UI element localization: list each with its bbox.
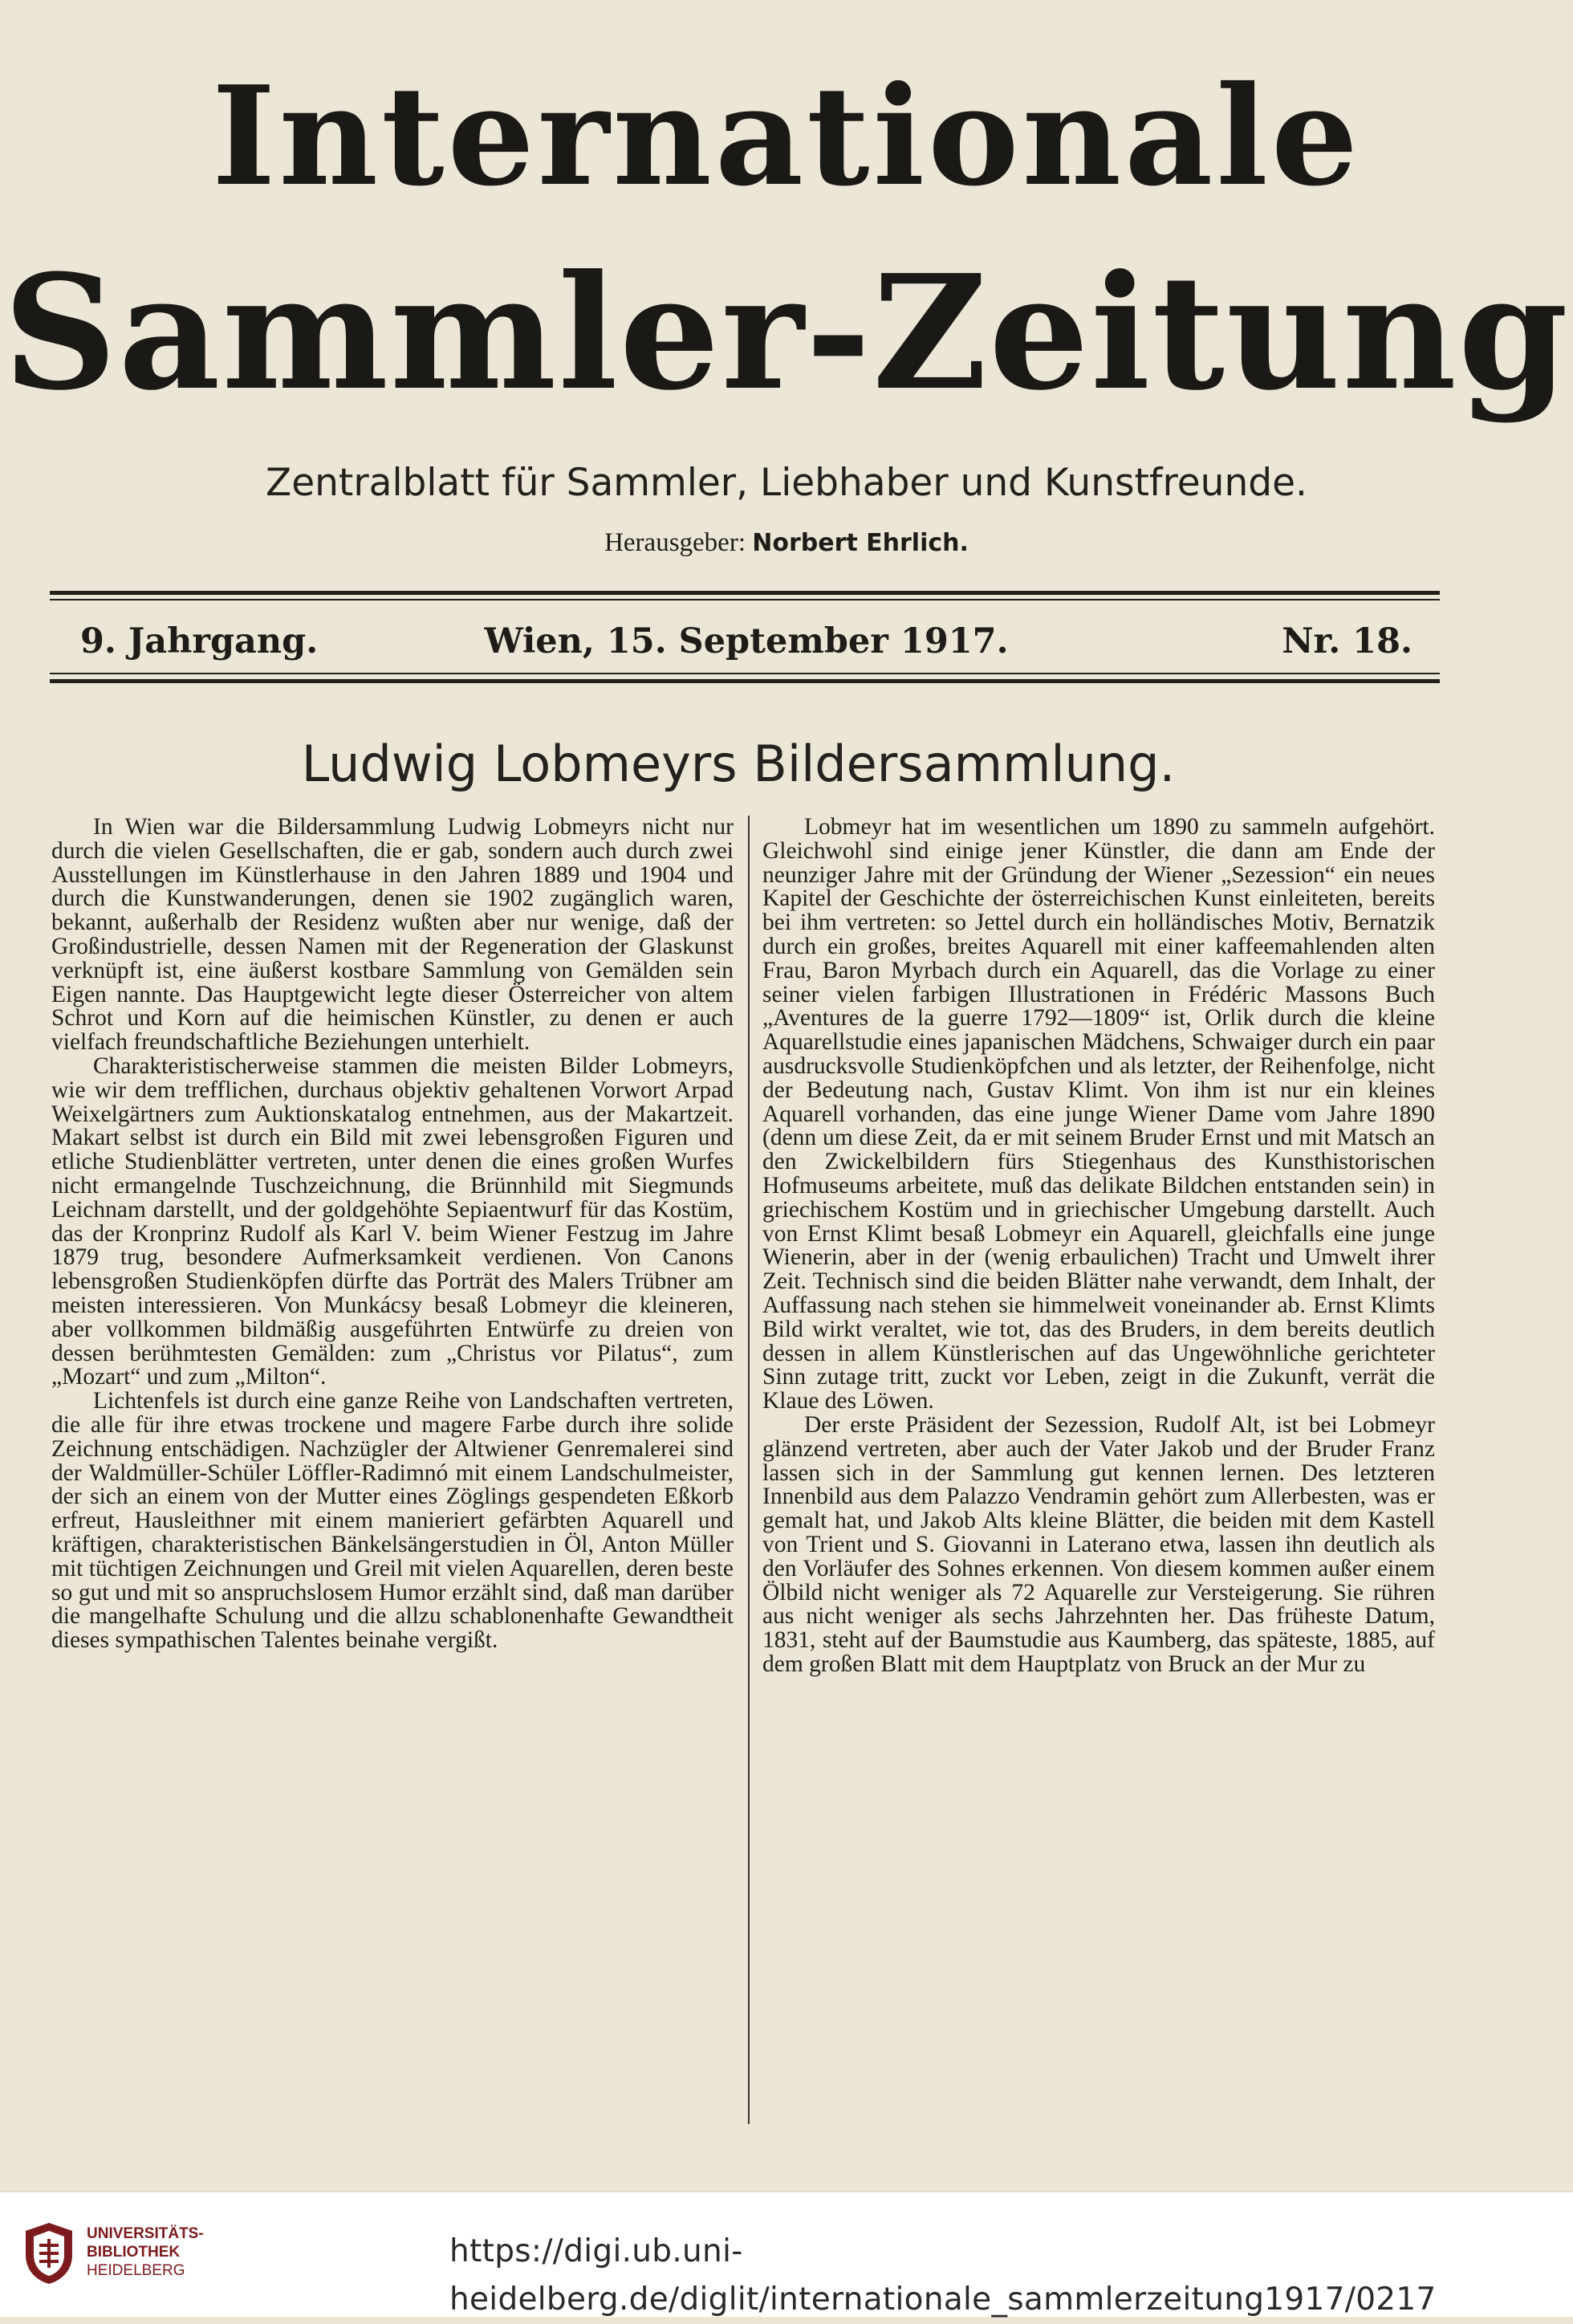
paragraph: Charakteristischerweise stammen die meisten Bilder Lobmeyrs, wie wir dem trefflichen, durchaus objektiv gehaltenen Vorwort Arpad Weixelgärtners zum Auktionskatalog entnehmen, aus der Makartzeit. Makart selbst ist durch ein Bild mit zwei lebensgroßen Figuren und etliche Studienblätter vertreten, unter denen die eines großen Wurfes nicht ermangelnde Tuschzeichnung, die Brünnhild mit Siegmunds Leichnam darstellt, und der goldgehöhte Sepiaentwurf für das Kostüm, das der Kronprinz Rudolf als Karl V. beim Wiener Festzug im Jahre 1879 trug, besondere Aufmerksamkeit verdienen. Von Canons lebensgroßen Studienköpfen dürfte das Porträt des Malers Trübner am meisten interessieren. Von Munkácsy besaß Lobmeyr die kleineren, aber vollkommen bildmäßig ausgeführten Entwürfe zu dreien von dessen berühmtesten Gemälden: zum „Christus vor Pilatus“, zum „Mozart“ und zum „Milton“. [51, 1052, 734, 1390]
paragraph: Lobmeyr hat im wesentlichen um 1890 zu sammeln aufgehört. Gleichwohl sind einige jener Künstler, die dann am Ende der neunziger Jahre mit der Gründung der Wiener „Sezession“ ein neues Kapitel der Geschichte der österreichischen Kunst einleiteten, bereits bei ihm vertreten: so Jettel durch ein holländisches Motiv, Bernatzik durch ein großes, breites Aquarell mit einer kaffeemahlenden alten Frau, Baron Myrbach durch ein Aquarell, das die Vorlage zu einer seiner vielen farbigen Illustrationen in Frédéric Massons Buch „Aventures de la guerre 1792—1809“ ist, Orlik durch die kleine Aquarellstudie eines japanischen Mädchens, Schwaiger durch ein paar ausdrucksvolle Studienköpfchen und als letzter, der Reihenfolge, nicht der Bedeutung nach, Gustav Klimt. Von ihm ist nur ein kleines Aquarell vorhanden, das eine junge Wiener Dame vom Jahre 1890 (denn um diese Zeit, da er mit seinem Bruder Ernst und mit Matsch an den Zwickelbildern fürs Stiegenhaus des Kunsthistorischen Hofmuseums arbeitete, muß das delikate Bildchen entstanden sein) in griechischem Kostüm und in griechischer Umgebung darstellt. Auch von Ernst Klimt besaß Lobmeyr ein Aquarell, gleichfalls eine junge Wienerin, aber in der (wenig erbaulichen) Tracht und Umwelt ihrer Zeit. Technisch sind die beiden Blätter nahe verwandt, dem Inhalt, der Auffassung nach stehen sie himmelweit voneinander ab. Ernst Klimts Bild wirkt veraltet, wie tot, das des Bruders, in dem bereits deutlich dessen in allem Künstlerischen auf das Ungewöhnliche gerichteter Sinn zutage tritt, zuckt vor Leben, zeigt in die Zukunft, verrät die Klaue des Löwen. [762, 814, 1435, 1414]
editor-name: Norbert Ehrlich. [752, 529, 969, 557]
issue-volume: 9. Jahrgang. [80, 621, 319, 661]
viewer-footer [0, 2192, 1573, 2317]
article-column-left [51, 816, 734, 1653]
header-rule-bottom-thin [50, 673, 1440, 674]
editor-label: Herausgeber: [604, 528, 746, 557]
article-column-right [762, 816, 1435, 1677]
issue-date: Wien, 15. September 1917. [484, 621, 1009, 661]
header-rule-bottom-thick [50, 679, 1440, 683]
issue-number: Nr. 18. [1282, 621, 1412, 661]
paragraph: Lichtenfels ist durch eine ganze Reihe von Landschaften vertreten, die alle für ihre etwas trockene und magere Farbe durch ihre solide Zeichnung entschädigen. Nachzügler der Altwiener Genremalerei sind der Waldmüller-Schüler Löffler-Radimnó mit einem Landschulmeister, der sich an einem von der Mutter eines Zöglings gespendeten Eßkorb erfreut, Hausleithner mit einem manieriert gefärbten Aquarell und kräftigen, charakteristischen Bänkelsängerstudien in Öl, Anton Müller mit tüchtigen Zeichnungen und Greil mit vielen Aquarellen, deren beste so gut und mit so anspruchslosem Humor erzählt sind, daß man darüber die mangelhafte Schulung und die allzu schablonenhafte Gewandtheit dieses sympathischen Talentes beinahe vergißt. [51, 1388, 734, 1654]
masthead-title-line1: Internationale [211, 56, 1362, 217]
institution-line1: UNIVERSITÄTS- [87, 2225, 204, 2242]
masthead-subtitle: Zentralblatt für Sammler, Liebhaber und Kunstfreunde. [266, 461, 1307, 505]
article-title: Ludwig Lobmeyrs Bildersammlung. [301, 735, 1176, 793]
institution-line3: HEIDELBERG [87, 2262, 185, 2279]
university-seal-icon [21, 2220, 77, 2287]
header-rule-top-thin [50, 599, 1440, 600]
issue-bar [80, 613, 1412, 670]
institution-name [87, 2224, 204, 2280]
institution-line2: BIBLIOTHEK [87, 2244, 181, 2261]
permalink-url[interactable]: https://digi.ub.uni-heidelberg.de/diglit/internationale_sammlerzeitung1917/0217 [449, 2233, 1437, 2318]
paragraph: Der erste Präsident der Sezession, Rudolf Alt, ist bei Lobmeyr glänzend vertreten, aber auch der Vater Jakob und der Bruder Franz lassen sich in der Sammlung gut kennen lernen. Des letzteren Innenbild aus dem Palazzo Vendramin gehört zum Allerbesten, was er gemalt hat, und Jakob Alts kleine Blätter, die beiden mit dem Kastell von Trient und S. Giovanni in Laterano etwa, lassen ihn deutlich als den Vorläufer des Sohnes erkennen. Von diesem kommen außer einem Ölbild nicht weniger als 72 Aquarelle zur Versteigerung. Sie rühren aus nicht weniger als sechs Jahrzehnten her. Das früheste Datum, 1831, steht auf der Baumstudie aus Kaumberg, das späteste, 1885, auf dem großen Blatt mit dem Hauptplatz von Bruck an der Mur zu [762, 1411, 1435, 1677]
header-rule-top-thick [50, 591, 1440, 595]
masthead-title-line2: Sammler-Zeitung [3, 241, 1570, 425]
column-divider [748, 816, 750, 2124]
paragraph: In Wien war die Bildersammlung Ludwig Lobmeyrs nicht nur durch die vielen Gesellschaften, die er gab, sondern auch durch zwei Ausstellungen im Künstlerhause in den Jahren 1889 und 1904 und durch die Kunstwanderungen, denen sie 1902 zugänglich waren, bekannt, außerhalb der Residenz wußten aber nur wenige, daß der Großindustrielle, dessen Namen mit der Regeneration der Glaskunst verknüpft ist, eine äußerst kostbare Sammlung von Gemälden sein Eigen nannte. Das Hauptgewicht legte dieser Österreicher von altem Schrot und Korn auf die heimischen Künstler, zu denen er auch vielfach freundschaftliche Beziehungen unterhielt. [51, 814, 734, 1056]
editor-line [0, 525, 1573, 561]
